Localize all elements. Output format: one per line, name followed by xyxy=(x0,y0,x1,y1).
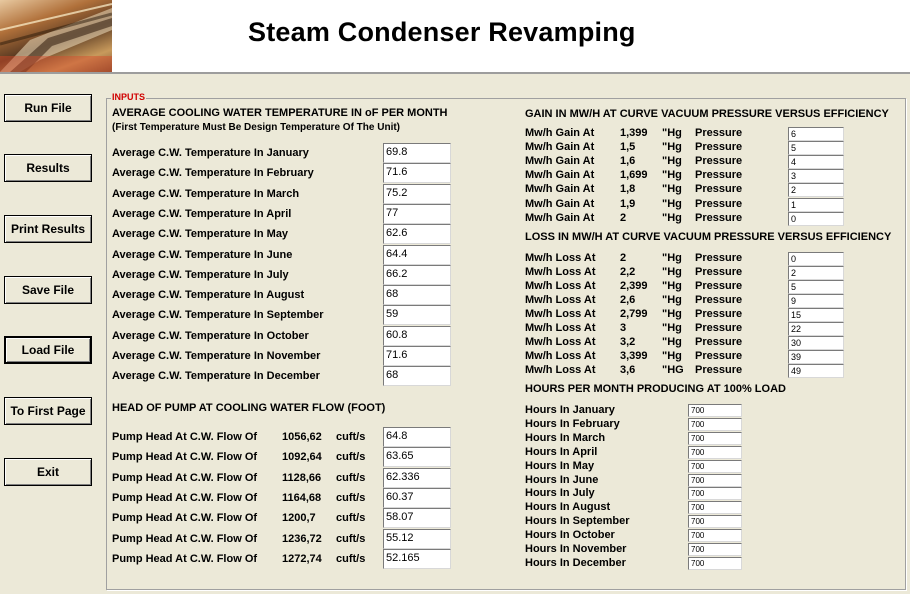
gain-pressure-value: 1,6 xyxy=(620,155,636,168)
gain-input[interactable]: 4 xyxy=(788,155,844,169)
pump-head-input[interactable]: 55.12 xyxy=(383,529,451,549)
cw-temp-label: Average C.W. Temperature In November xyxy=(112,350,321,362)
cw-temp-input[interactable]: 69.8 xyxy=(383,143,451,163)
loss-pressure-value: 2,6 xyxy=(620,294,636,307)
gain-pressure-value: 1,699 xyxy=(620,169,648,182)
hours-input[interactable]: 700 xyxy=(688,543,742,556)
hours-input[interactable]: 700 xyxy=(688,474,742,487)
loss-label: Mw/h Loss At xyxy=(525,294,596,307)
loss-unit: "Hg xyxy=(662,322,682,335)
loss-input[interactable]: 0 xyxy=(788,252,844,266)
loss-unit: "Hg xyxy=(662,252,682,264)
gain-pressure-word: Pressure xyxy=(695,169,743,182)
loss-unit: "Hg xyxy=(662,280,682,293)
pump-flow-value: 1164,68 xyxy=(282,491,322,504)
save-file-button[interactable]: Save File xyxy=(4,276,92,304)
cw-temp-label: Average C.W. Temperature In September xyxy=(112,309,324,322)
loss-unit: "Hg xyxy=(662,308,682,321)
cw-subheading: (First Temperature Must Be Design Temperature Of The Unit) xyxy=(112,122,401,133)
pump-head-input[interactable]: 63.65 xyxy=(383,447,451,467)
pump-flow-value: 1092,64 xyxy=(282,451,322,464)
pump-flow-unit: cuft/s xyxy=(336,491,366,504)
loss-pressure-word: Pressure xyxy=(695,266,743,279)
cw-temp-input[interactable]: 68 xyxy=(383,366,451,386)
pump-head-input[interactable]: 58.07 xyxy=(383,508,451,528)
hours-input[interactable]: 700 xyxy=(688,418,742,431)
hours-input[interactable]: 700 xyxy=(688,529,742,542)
cw-temp-input[interactable]: 71.6 xyxy=(383,163,451,183)
pump-flow-unit: cuft/s xyxy=(336,431,366,443)
hours-label: Hours In January xyxy=(525,404,615,416)
loss-pressure-value: 2,2 xyxy=(620,266,636,279)
page-title: Steam Condenser Revamping xyxy=(248,17,636,47)
loss-input[interactable]: 15 xyxy=(788,308,844,322)
pump-head-label: Pump Head At C.W. Flow Of xyxy=(112,512,258,525)
pump-flow-value: 1056,62 xyxy=(282,431,322,443)
gain-label: Mw/h Gain At xyxy=(525,169,595,182)
loss-pressure-word: Pressure xyxy=(695,308,743,321)
loss-pressure-word: Pressure xyxy=(695,280,743,293)
loss-label: Mw/h Loss At xyxy=(525,252,596,264)
condenser-photo-icon xyxy=(0,0,112,72)
hours-input[interactable]: 700 xyxy=(688,501,742,514)
cw-temp-label: Average C.W. Temperature In October xyxy=(112,329,309,342)
hours-label: Hours In December xyxy=(525,556,626,569)
cw-temp-input[interactable]: 59 xyxy=(383,305,451,325)
loss-pressure-word: Pressure xyxy=(695,336,743,349)
loss-unit: "Hg xyxy=(662,336,682,349)
header-bar xyxy=(0,0,910,74)
cw-temp-input[interactable]: 66.2 xyxy=(383,265,451,285)
hours-label: Hours In October xyxy=(525,529,615,542)
pump-head-label: Pump Head At C.W. Flow Of xyxy=(112,532,258,545)
pump-head-input[interactable]: 60.37 xyxy=(383,488,451,508)
loss-label: Mw/h Loss At xyxy=(525,266,596,279)
loss-heading: LOSS IN MW/H AT CURVE VACUUM PRESSURE VERSUS EFFICIENCY xyxy=(525,231,892,243)
pump-flow-unit: cuft/s xyxy=(336,512,366,525)
pump-head-label: Pump Head At C.W. Flow Of xyxy=(112,471,258,484)
cw-temp-label: Average C.W. Temperature In January xyxy=(112,147,309,159)
loss-pressure-value: 3,2 xyxy=(620,336,636,349)
cw-temp-label: Average C.W. Temperature In August xyxy=(112,289,305,302)
pump-flow-unit: cuft/s xyxy=(336,471,366,484)
loss-label: Mw/h Loss At xyxy=(525,364,596,377)
gain-unit: "Hg xyxy=(662,141,682,154)
loss-input[interactable]: 39 xyxy=(788,350,844,364)
loss-label: Mw/h Loss At xyxy=(525,336,596,349)
gain-unit: "Hg xyxy=(662,127,682,139)
hours-label: Hours In September xyxy=(525,515,630,528)
loss-input[interactable]: 30 xyxy=(788,336,844,350)
loss-label: Mw/h Loss At xyxy=(525,308,596,321)
cw-temp-label: Average C.W. Temperature In July xyxy=(112,268,289,281)
gain-label: Mw/h Gain At xyxy=(525,197,595,210)
gain-input[interactable]: 5 xyxy=(788,141,844,155)
hours-input[interactable]: 700 xyxy=(688,557,742,570)
gain-pressure-word: Pressure xyxy=(695,141,743,154)
loss-pressure-value: 2,399 xyxy=(620,280,648,293)
cw-temp-label: Average C.W. Temperature In June xyxy=(112,248,293,261)
to-first-page-button[interactable]: To First Page xyxy=(4,397,92,425)
gain-pressure-value: 1,9 xyxy=(620,197,636,210)
cw-temp-label: Average C.W. Temperature In March xyxy=(112,187,300,200)
cw-temp-input[interactable]: 62.6 xyxy=(383,224,451,244)
hours-label: Hours In May xyxy=(525,459,595,472)
gain-label: Mw/h Gain At xyxy=(525,183,595,196)
gain-input[interactable]: 6 xyxy=(788,127,844,141)
hours-input[interactable]: 700 xyxy=(688,487,742,500)
cw-temp-input[interactable]: 64.4 xyxy=(383,245,451,265)
condenser-photo-logo xyxy=(0,0,112,72)
pump-flow-unit: cuft/s xyxy=(336,552,366,565)
cw-heading: AVERAGE COOLING WATER TEMPERATURE IN oF PER MONTH xyxy=(112,107,448,119)
inputs-legend: INPUTS xyxy=(112,92,146,102)
loss-input[interactable]: 22 xyxy=(788,322,844,336)
hours-heading: HOURS PER MONTH PRODUCING AT 100% LOAD xyxy=(525,383,786,395)
cw-temp-input[interactable]: 71.6 xyxy=(383,346,451,366)
cw-temp-input[interactable]: 77 xyxy=(383,204,451,224)
loss-pressure-value: 2,799 xyxy=(620,308,648,321)
loss-pressure-value: 2 xyxy=(620,252,627,264)
pump-heading: HEAD OF PUMP AT COOLING WATER FLOW (FOOT) xyxy=(112,402,386,414)
pump-head-label: Pump Head At C.W. Flow Of xyxy=(112,552,258,565)
gain-unit: "Hg xyxy=(662,169,682,182)
loss-pressure-word: Pressure xyxy=(695,322,743,335)
pump-head-input[interactable]: 64.8 xyxy=(383,427,451,447)
gain-unit: "Hg xyxy=(662,211,682,224)
pump-head-label: Pump Head At C.W. Flow Of xyxy=(112,451,258,464)
cw-temp-input[interactable]: 75.2 xyxy=(383,184,451,204)
hours-input[interactable]: 700 xyxy=(688,432,742,445)
cw-temp-input[interactable]: 68 xyxy=(383,285,451,305)
gain-input[interactable]: 0 xyxy=(788,212,844,226)
pump-flow-value: 1200,7 xyxy=(282,512,316,525)
pump-flow-unit: cuft/s xyxy=(336,451,366,464)
pump-flow-value: 1272,74 xyxy=(282,552,322,565)
loss-unit: "HG xyxy=(662,364,684,377)
gain-pressure-value: 1,399 xyxy=(620,127,648,139)
gain-pressure-word: Pressure xyxy=(695,211,743,224)
exit-button[interactable]: Exit xyxy=(4,458,92,486)
loss-unit: "Hg xyxy=(662,350,682,363)
cw-temp-label: Average C.W. Temperature In February xyxy=(112,167,314,180)
hours-input[interactable]: 700 xyxy=(688,446,742,459)
hours-label: Hours In November xyxy=(525,543,627,555)
gain-heading: GAIN IN MW/H AT CURVE VACUUM PRESSURE VERSUS EFFICIENCY xyxy=(525,108,889,120)
cw-temp-label: Average C.W. Temperature In April xyxy=(112,207,292,220)
load-file-button[interactable]: Load File xyxy=(4,336,92,364)
gain-unit: "Hg xyxy=(662,183,682,196)
loss-pressure-word: Pressure xyxy=(695,350,743,363)
gain-label: Mw/h Gain At xyxy=(525,155,595,168)
gain-pressure-word: Pressure xyxy=(695,155,743,168)
gain-pressure-value: 1,8 xyxy=(620,183,636,196)
gain-unit: "Hg xyxy=(662,155,682,168)
gain-pressure-value: 2 xyxy=(620,211,627,224)
gain-label: Mw/h Gain At xyxy=(525,211,595,224)
gain-pressure-word: Pressure xyxy=(695,127,743,139)
gain-input[interactable]: 3 xyxy=(788,169,844,183)
gain-input[interactable]: 1 xyxy=(788,198,844,212)
hours-label: Hours In April xyxy=(525,445,598,458)
gain-unit: "Hg xyxy=(662,197,682,210)
pump-flow-value: 1236,72 xyxy=(282,532,322,545)
loss-input[interactable]: 9 xyxy=(788,294,844,308)
loss-pressure-value: 3 xyxy=(620,322,627,335)
print-results-button[interactable]: Print Results xyxy=(4,215,92,243)
loss-label: Mw/h Loss At xyxy=(525,280,596,293)
hours-input[interactable]: 700 xyxy=(688,460,742,473)
cw-temp-label: Average C.W. Temperature In December xyxy=(112,370,320,383)
pump-head-input[interactable]: 52.165 xyxy=(383,549,451,569)
loss-pressure-word: Pressure xyxy=(695,364,743,377)
hours-input[interactable]: 700 xyxy=(688,515,742,528)
loss-input[interactable]: 5 xyxy=(788,280,844,294)
hours-label: Hours In June xyxy=(525,473,599,486)
results-button[interactable]: Results xyxy=(4,154,92,182)
cw-temp-input[interactable]: 60.8 xyxy=(383,326,451,346)
loss-pressure-value: 3,399 xyxy=(620,350,648,363)
gain-label: Mw/h Gain At xyxy=(525,127,595,139)
hours-label: Hours In March xyxy=(525,431,606,444)
pump-flow-unit: cuft/s xyxy=(336,532,366,545)
hours-label: Hours In July xyxy=(525,487,595,500)
gain-input[interactable]: 2 xyxy=(788,183,844,197)
pump-head-label: Pump Head At C.W. Flow Of xyxy=(112,491,258,504)
cw-temp-label: Average C.W. Temperature In May xyxy=(112,228,289,241)
loss-pressure-word: Pressure xyxy=(695,294,743,307)
loss-pressure-value: 3,6 xyxy=(620,364,636,377)
hours-label: Hours In August xyxy=(525,501,611,514)
loss-unit: "Hg xyxy=(662,294,682,307)
loss-pressure-word: Pressure xyxy=(695,252,743,264)
pump-flow-value: 1128,66 xyxy=(282,471,322,484)
pump-head-label: Pump Head At C.W. Flow Of xyxy=(112,431,258,443)
loss-input[interactable]: 49 xyxy=(788,364,844,378)
loss-label: Mw/h Loss At xyxy=(525,350,596,363)
loss-input[interactable]: 2 xyxy=(788,266,844,280)
loss-unit: "Hg xyxy=(662,266,682,279)
hours-input[interactable]: 700 xyxy=(688,404,742,417)
loss-label: Mw/h Loss At xyxy=(525,322,596,335)
gain-pressure-value: 1,5 xyxy=(620,141,636,154)
hours-label: Hours In February xyxy=(525,417,620,430)
run-file-button[interactable]: Run File xyxy=(4,94,92,122)
pump-head-input[interactable]: 62.336 xyxy=(383,468,451,488)
gain-label: Mw/h Gain At xyxy=(525,141,595,154)
gain-pressure-word: Pressure xyxy=(695,197,743,210)
gain-pressure-word: Pressure xyxy=(695,183,743,196)
